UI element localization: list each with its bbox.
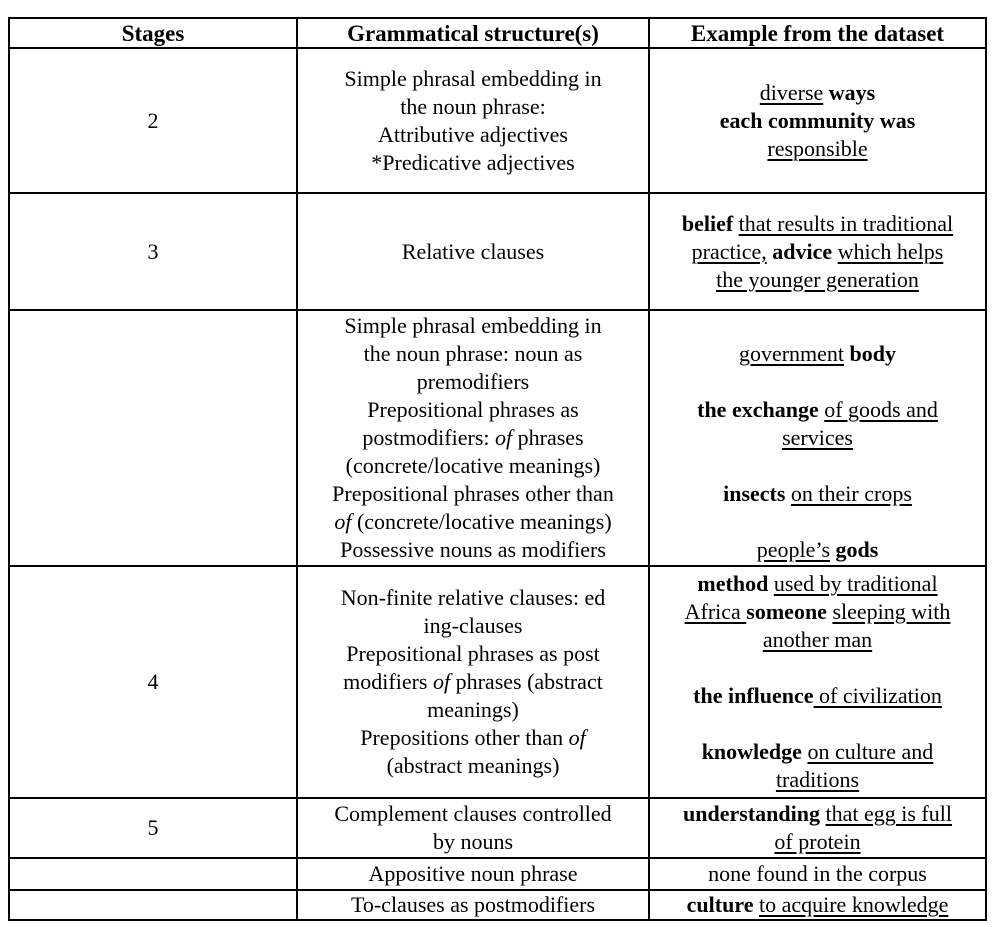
text-line <box>654 738 981 766</box>
text-line <box>654 598 981 626</box>
stage-cell: 4 <box>9 566 297 798</box>
text-segment: Prepositional phrases as post <box>346 641 600 666</box>
text-segment: services <box>782 425 853 450</box>
text-line <box>654 710 981 738</box>
example-cell <box>649 193 986 310</box>
text-line <box>302 536 644 564</box>
text-segment: gods <box>835 537 879 562</box>
structure-cell <box>297 193 649 310</box>
text-segment: belief <box>681 210 734 236</box>
text-line <box>654 570 981 598</box>
text-line <box>654 424 981 452</box>
text-segment: (abstract meanings) <box>386 753 560 778</box>
text-segment: Attributive adjectives <box>378 121 568 147</box>
text-segment: Possessive nouns as modifiers <box>340 537 606 562</box>
text-segment: method <box>697 571 769 596</box>
structure-cell <box>297 566 649 798</box>
text-line <box>654 452 981 480</box>
text-segment: government <box>738 341 845 366</box>
text-line <box>654 828 981 856</box>
stage-cell: 5 <box>9 798 297 858</box>
text-segment: Complement clauses controlled <box>334 801 612 826</box>
header-cell-stages: Stages <box>9 18 297 48</box>
text-segment: ways <box>828 79 876 105</box>
text-segment: Appositive noun phrase <box>368 861 578 886</box>
text-line <box>654 79 981 107</box>
text-line <box>654 766 981 794</box>
text-line <box>302 508 644 536</box>
text-line <box>302 452 644 480</box>
text-line <box>302 149 644 177</box>
text-line <box>302 312 644 340</box>
table-body <box>9 48 986 920</box>
text-segment: none found in the corpus <box>708 861 927 886</box>
text-line <box>302 93 644 121</box>
stage-cell <box>9 890 297 920</box>
text-line <box>302 668 644 696</box>
structure-cell <box>297 890 649 920</box>
table-row <box>9 566 986 798</box>
text-line <box>302 424 644 452</box>
structure-cell <box>297 858 649 890</box>
text-line <box>654 508 981 536</box>
example-cell <box>649 858 986 890</box>
text-line <box>302 480 644 508</box>
text-segment: another man <box>762 627 873 652</box>
example-cell <box>649 566 986 798</box>
text-segment: on culture and <box>807 739 934 764</box>
header-row <box>9 18 986 48</box>
example-cell <box>649 48 986 193</box>
text-segment: Simple phrasal embedding in <box>344 65 602 91</box>
text-segment: insects <box>723 481 786 506</box>
text-line <box>302 584 644 612</box>
text-segment: body <box>849 341 897 366</box>
text-segment: to acquire knowledge <box>758 892 949 917</box>
text-line <box>654 860 981 888</box>
text-segment: phrases (abstract <box>450 669 603 694</box>
text-line <box>302 828 644 856</box>
text-line <box>302 752 644 780</box>
table-header <box>9 18 986 48</box>
table-row <box>9 858 986 890</box>
text-line <box>654 536 981 564</box>
text-line <box>302 696 644 724</box>
text-line <box>302 724 644 752</box>
table-row <box>9 310 986 566</box>
text-line <box>654 891 981 919</box>
text-segment: meanings) <box>427 697 519 722</box>
text-line <box>302 238 644 266</box>
text-segment: diverse <box>759 79 824 105</box>
text-segment: on their crops <box>790 481 912 506</box>
text-segment: phrases <box>512 425 584 450</box>
text-segment: of protein <box>774 829 861 854</box>
text-segment: understanding <box>683 801 820 826</box>
text-segment: of <box>432 669 451 694</box>
text-line <box>654 135 981 163</box>
text-line <box>654 682 981 710</box>
text-line <box>654 312 981 340</box>
text-line <box>654 654 981 682</box>
text-segment: Prepositions other than <box>360 725 569 750</box>
text-line <box>654 266 981 294</box>
text-segment: someone <box>746 599 827 624</box>
text-segment: Prepositional phrases other than <box>332 481 614 506</box>
text-line <box>302 891 644 919</box>
text-segment: that results in traditional <box>738 210 954 236</box>
text-segment: the noun phrase: noun as <box>363 341 583 366</box>
table-row <box>9 890 986 920</box>
text-line <box>302 340 644 368</box>
text-segment: by nouns <box>432 829 514 854</box>
text-line <box>302 121 644 149</box>
text-line <box>302 612 644 640</box>
text-segment: knowledge <box>701 739 802 764</box>
text-line <box>654 238 981 266</box>
structure-cell <box>297 798 649 858</box>
text-segment: each community was <box>719 107 916 133</box>
text-segment: Relative clauses <box>401 238 545 264</box>
text-segment: used by traditional <box>773 571 938 596</box>
text-segment: *Predicative adjectives <box>371 149 575 175</box>
text-segment: that egg is full <box>825 801 952 826</box>
example-cell <box>649 890 986 920</box>
text-line <box>302 65 644 93</box>
text-line <box>654 480 981 508</box>
text-segment: (concrete/locative meanings) <box>351 509 612 534</box>
text-segment: premodifiers <box>416 369 530 394</box>
structure-cell <box>297 310 649 566</box>
text-segment: the influence <box>693 683 814 708</box>
text-segment: of <box>568 725 586 750</box>
example-cell <box>649 310 986 566</box>
header-cell-grammatical-structures: Grammatical structure(s) <box>297 18 649 48</box>
text-line <box>302 860 644 888</box>
text-segment: the exchange <box>697 397 819 422</box>
text-segment: of <box>334 509 352 534</box>
text-segment: which helps <box>837 238 944 264</box>
text-segment: of civilization <box>813 683 942 708</box>
text-segment: modifiers <box>343 669 433 694</box>
grammar-stages-table <box>8 17 987 921</box>
stage-cell <box>9 310 297 566</box>
stage-cell: 2 <box>9 48 297 193</box>
table-row <box>9 798 986 858</box>
table-row <box>9 193 986 310</box>
stage-cell <box>9 858 297 890</box>
text-line <box>654 396 981 424</box>
text-segment: postmodifiers: <box>362 425 495 450</box>
text-segment: traditions <box>775 767 860 792</box>
text-segment: To-clauses as postmodifiers <box>350 892 596 917</box>
stage-cell: 3 <box>9 193 297 310</box>
text-line <box>654 340 981 368</box>
table-row <box>9 48 986 193</box>
text-segment: culture <box>686 892 754 917</box>
structure-cell <box>297 48 649 193</box>
text-segment: practice, <box>691 238 767 264</box>
text-segment: ing-clauses <box>423 613 523 638</box>
text-segment: advice <box>772 238 833 264</box>
text-line <box>302 800 644 828</box>
text-line <box>654 210 981 238</box>
text-segment: sleeping with <box>832 599 951 624</box>
text-line <box>302 368 644 396</box>
text-segment: Simple phrasal embedding in <box>344 313 602 338</box>
text-line <box>302 640 644 668</box>
header-cell-example-from-dataset: Example from the dataset <box>649 18 986 48</box>
text-line <box>654 800 981 828</box>
text-segment: of goods and <box>824 397 938 422</box>
text-segment: of <box>495 425 513 450</box>
example-cell <box>649 798 986 858</box>
text-line <box>654 368 981 396</box>
text-line <box>654 107 981 135</box>
text-segment: Prepositional phrases as <box>367 397 579 422</box>
text-segment: the younger generation <box>716 266 919 292</box>
text-line <box>302 396 644 424</box>
text-segment: Africa <box>684 599 747 624</box>
text-segment: responsible <box>767 135 868 161</box>
text-line <box>654 626 981 654</box>
text-segment: (concrete/locative meanings) <box>345 453 601 478</box>
text-segment: people’s <box>756 537 831 562</box>
text-segment: the noun phrase: <box>400 93 546 119</box>
text-segment: Non-finite relative clauses: ed <box>340 585 606 610</box>
